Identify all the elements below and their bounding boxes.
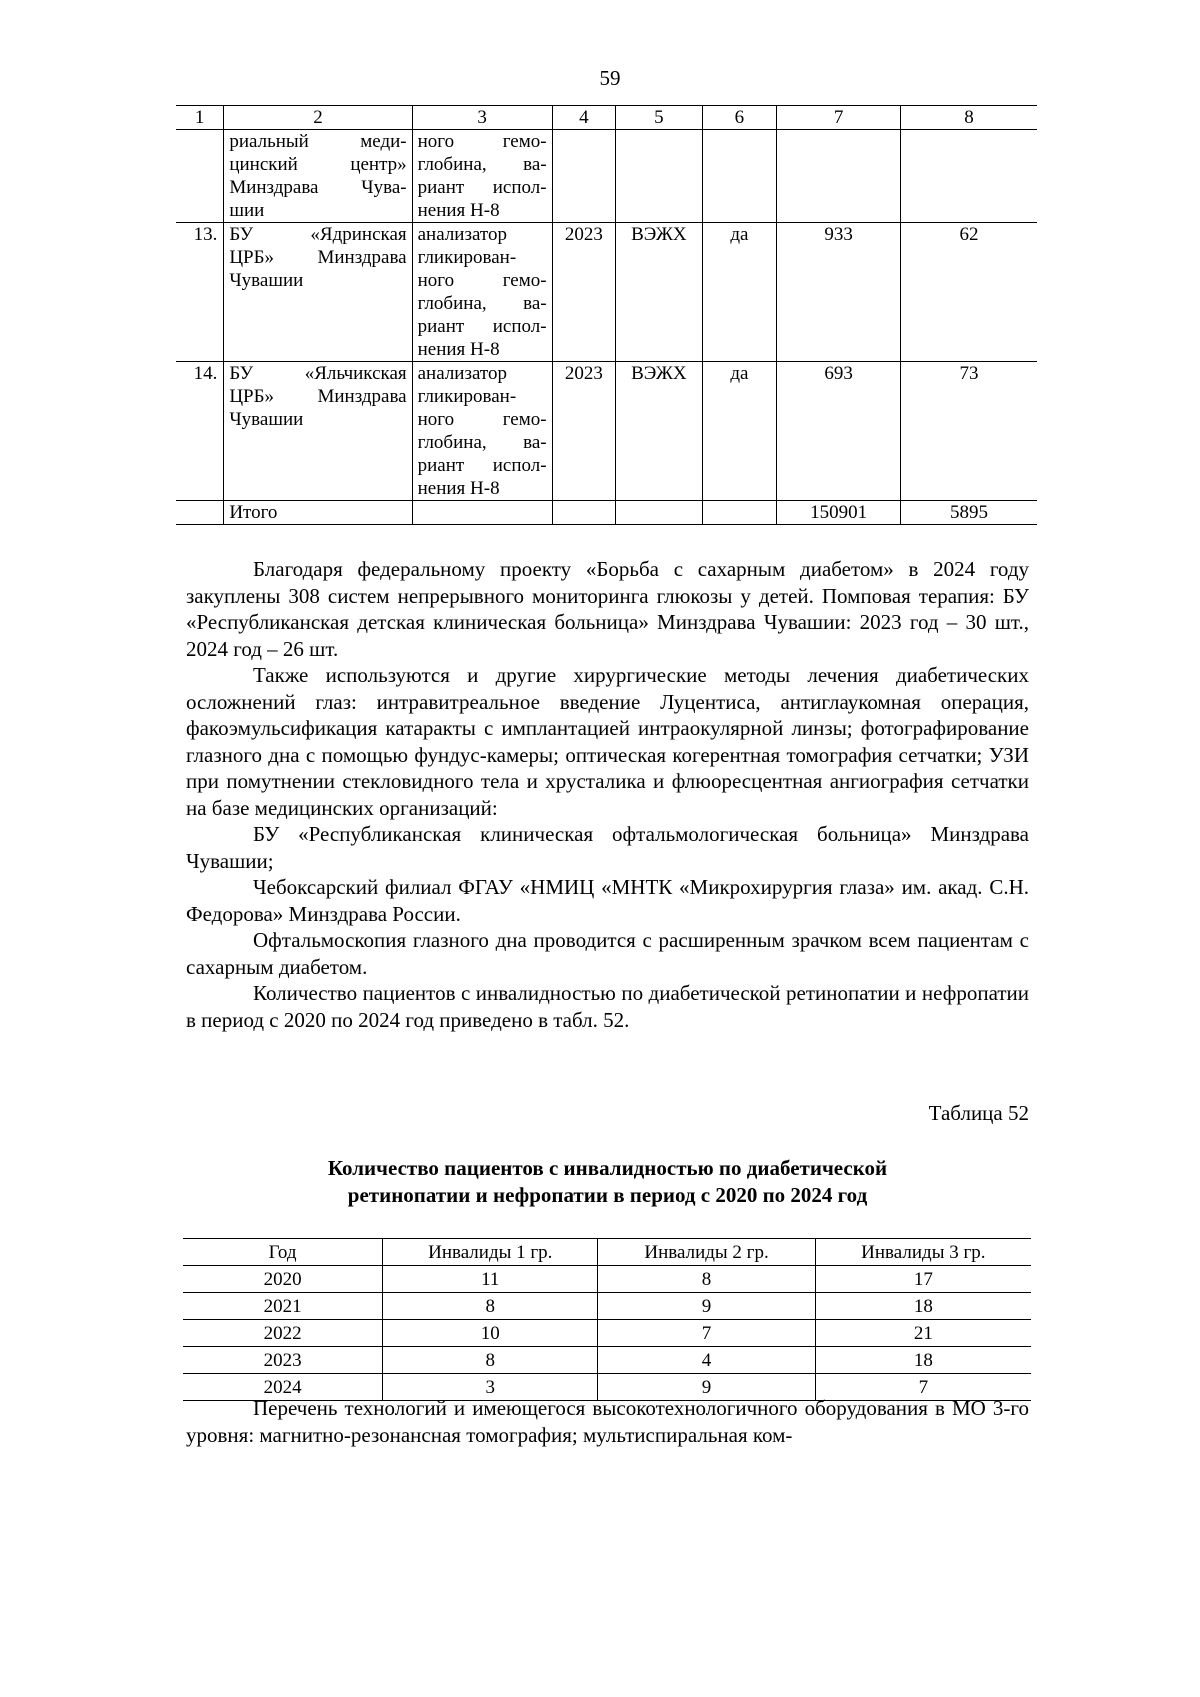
header-cell: Инвалиды 1 гр. [383, 1239, 598, 1266]
header-cell: 3 [412, 106, 552, 130]
body-text [186, 556, 1029, 1033]
equipment-cell: анализатор гликирован- ного гемо- глобина, ва- риант испол- нения Н-8 [412, 362, 552, 501]
method-cell: ВЭЖХ [616, 223, 703, 362]
row-number-cell [176, 130, 224, 223]
page-number: 59 [599, 66, 621, 90]
paragraph: Чебоксарский филиал ФГАУ «НМИЦ «МНТК «Микрохирургия глаза» им. акад. С.Н. Федорова» Минздрава России. [186, 875, 1029, 926]
equipment-table-header [176, 106, 1037, 130]
organization-cell: БУ «Яльчикская ЦРБ» Минздрава Чувашии [224, 362, 412, 501]
paragraph: БУ «Республиканская клиническая офтальмологическая больница» Минздрава Чувашии; [186, 822, 1029, 873]
table-row [176, 130, 1037, 223]
header-cell: 4 [552, 106, 615, 130]
header-cell: Год [183, 1239, 383, 1266]
table-row: 2022 10 7 21 [183, 1320, 1031, 1347]
value-cell: 933 [777, 223, 901, 362]
table-row: 2020 11 8 17 [183, 1266, 1031, 1293]
paragraph: Количество пациентов с инвалидностью по диабетической ретинопатии и нефропатии в период с 2020 по 2024 год приведено в табл. 52. [186, 981, 1029, 1032]
table-label: Таблица 52 [928, 1101, 1029, 1125]
year-cell: 2023 [552, 223, 615, 362]
table-caption: Количество пациентов с инвалидностью по диабетической ретинопатии и нефропатии в период с 2020 по 2024 год [327, 1156, 888, 1207]
paragraph: Перечень технологий и имеющегося высокотехнологичного оборудования в МО 3-го уровня: магнитно-резонансная томография; мультиспиральная ком- [186, 1396, 1029, 1447]
table-row [176, 223, 1037, 362]
table-row: 2021 8 9 18 [183, 1293, 1031, 1320]
paragraph: Благодаря федеральному проекту «Борьба с сахарным диабетом» в 2024 году закуплены 308 систем непрерывного мониторинга глюкозы у детей. Помповая терапия: БУ «Республиканская детская клиническая больница» Минздрава Чувашии: 2023 год – 30 шт., 2024 год – 26 шт. [186, 557, 1029, 661]
header-cell: 8 [901, 106, 1038, 130]
total-value: 5895 [901, 501, 1038, 525]
value-cell: 62 [901, 223, 1038, 362]
value-cell: 73 [901, 362, 1038, 501]
value-cell: 693 [777, 362, 901, 501]
table-row [176, 362, 1037, 501]
row-number-cell: 13. [176, 223, 224, 362]
header-cell: 7 [777, 106, 901, 130]
paragraph: Также используются и другие хирургические методы лечения диабетических осложнений глаз: интравитреальное введение Луцентиса, антиглаукомная операция, факоэмульсификация катаракты с имплантацией интраокулярной линзы; фотографирование глазного дна с помощью фундус-камеры; оптическая когерентная томография сетчатки; УЗИ при помутнении стекловидного тела и хрусталика и флюоресцентная ангиография сетчатки на базе медицинских организаций: [186, 663, 1029, 820]
flag-cell: да [702, 223, 777, 362]
closing-text [186, 1395, 1029, 1448]
disability-table [183, 1238, 1031, 1401]
header-cell: Инвалиды 2 гр. [598, 1239, 815, 1266]
organization-cell: риальный меди- цинский центр» Минздрава Чува- шии [224, 130, 412, 223]
year-cell: 2023 [552, 362, 615, 501]
total-row [176, 501, 1037, 525]
equipment-cell: ного гемо- глобина, ва- риант испол- нения Н-8 [412, 130, 552, 223]
equipment-cell: анализатор гликирован- ного гемо- глобина, ва- риант испол- нения Н-8 [412, 223, 552, 362]
organization-cell: БУ «Ядринская ЦРБ» Минздрава Чувашии [224, 223, 412, 362]
header-cell: 1 [176, 106, 224, 130]
equipment-table [176, 105, 1037, 525]
method-cell: ВЭЖХ [616, 362, 703, 501]
table-row: 2023 8 4 18 [183, 1347, 1031, 1374]
total-value: 150901 [777, 501, 901, 525]
table-row: 2024 3 9 7 [183, 1374, 1031, 1401]
header-cell: 6 [702, 106, 777, 130]
header-cell: 2 [224, 106, 412, 130]
flag-cell: да [702, 362, 777, 501]
header-cell: Инвалиды 3 гр. [815, 1239, 1031, 1266]
disability-table-header [183, 1239, 1031, 1266]
header-cell: 5 [616, 106, 703, 130]
row-number-cell: 14. [176, 362, 224, 501]
paragraph: Офтальмоскопия глазного дна проводится с расширенным зрачком всем пациентам с сахарным диабетом. [186, 928, 1029, 979]
total-label: Итого [224, 501, 412, 525]
